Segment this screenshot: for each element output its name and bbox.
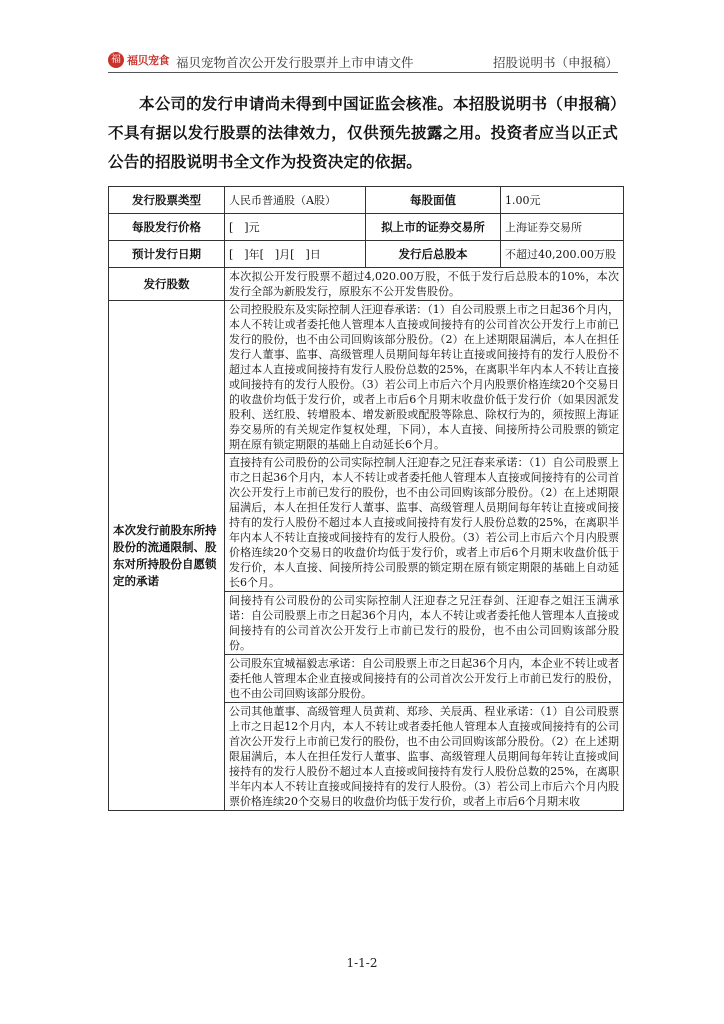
value-shares-issued: 本次拟公开发行股票不超过4,020.00万股，不低于发行后总股本的10%，本次发行全部为新股发行，原股东不公开发售股份。 [225,268,624,301]
risk-notice: 本公司的发行申请尚未得到中国证监会核准。本招股说明书（申报稿）不具有据以发行股票的法律效力，仅供预先披露之用。投资者应当以正式公告的招股说明书全文作为投资决定的依据。 [108,95,618,171]
logo-badge: 福 [108,52,124,68]
label-par-value: 每股面值 [366,187,501,214]
table-row [109,268,624,301]
table-row [109,241,624,268]
label-stock-type: 发行股票类型 [109,187,225,214]
lockup-direct-holder-commitment: 直接持有公司股份的公司实际控制人汪迎春之兄汪春来承诺：（1）自公司股票上市之日起36个月内，本人不转让或者委托他人管理本人直接或间接持有的公司首次公开发行上市前已发行的股份，也不由公司回购该部分股份。（2）在上述期限届满后，本人在担任发行人董事、监事、高级管理人员期间每年转让直接或间接持有的发行人股份不超过本人直接或间接持有发行人股份总数的25%，在离职半年内本人不转让直接或间接持有的发行人股份。（3）若公司上市后六个月内股票价格连续20个交易日的收盘价均低于发行价，或者上市后6个月期末收盘价低于发行价，本人直接、间接所持公司股票的锁定期在原有锁定期限的基础上自动延长6个月。 [225,454,624,592]
label-issue-price: 每股发行价格 [109,214,225,241]
page-header [108,50,618,72]
table-row [109,187,624,214]
logo-text: 福贝宠食 [127,54,169,67]
label-issue-date: 预计发行日期 [109,241,225,268]
label-exchange: 拟上市的证券交易所 [366,214,501,241]
value-stock-type: 人民币普通股（A股） [225,187,366,214]
value-par-value: 1.00元 [501,187,624,214]
company-logo [108,51,169,69]
value-exchange: 上海证券交易所 [501,214,624,241]
value-issue-date: [ ]年[ ]月[ ]日 [225,241,366,268]
header-title: 福贝宠物首次公开发行股票并上市申请文件 [176,55,414,70]
page-number: 1-1-2 [346,956,378,970]
lockup-directors-commitment: 公司其他董事、高级管理人员黄莉、郑珍、关辰禹、程业承诺：（1）自公司股票上市之日起12个月内，本人不转让或者委托他人管理本人直接或间接持有的公司首次公开发行上市前已发行的股份，也不由公司回购该部分股份。（2）在上述期限届满后，本人在担任发行人董事、监事、高级管理人员期间每年转让直接或间接持有的发行人股份不超过本人直接或间接持有发行人股份总数的25%，在离职半年内本人不转让直接或间接持有的发行人股份。（3）若公司上市后六个月内股票价格连续20个交易日的收盘价均低于发行价，或者上市后6个月期末收 [225,703,624,811]
lockup-indirect-holder-commitment: 间接持有公司股份的公司实际控制人汪迎春之兄汪春剑、汪迎春之姐汪玉满承诺：自公司股票上市之日起36个月内，本人不转让或者委托他人管理本人直接或间接持有的公司首次公开发行上市前已发行的股份，也不由公司回购该部分股份。 [225,592,624,655]
value-issue-price: [ ]元 [225,214,366,241]
value-total-shares: 不超过40,200.00万股 [501,241,624,268]
header-document-type: 招股说明书（申报稿） [492,55,618,70]
lockup-controller-commitment: 公司控股股东及实际控制人汪迎春承诺：（1）自公司股票上市之日起36个月内，本人不转让或者委托他人管理本人直接或间接持有的公司首次公开发行上市前已发行的股份，也不由公司回购该部分股份。（2）在上述期限届满后，本人在担任发行人董事、监事、高级管理人员期间每年转让直接或间接持有的发行人股份不超过本人直接或间接持有发行人股份总数的25%，在离职半年内本人不转让直接或间接持有的发行人股份。（3）若公司上市后六个月内股票价格连续20个交易日的收盘价均低于发行价，或者上市后6个月期末收盘价低于发行价（如果因派发股利、送红股、转增股本、增发新股或配股等除息、除权行为的，须按照上海证券交易所的有关规定作复权处理，下同），本人直接、间接所持公司股票的锁定期在原有锁定期限的基础上自动延长6个月。 [225,301,624,454]
table-row [109,301,624,454]
table-row [109,214,624,241]
label-total-shares: 发行后总股本 [366,241,501,268]
lockup-shareholder-entity-commitment: 公司股东宜城福毅志承诺：自公司股票上市之日起36个月内，本企业不转让或者委托他人管理本企业直接或间接持有的公司首次公开发行上市前已发行的股份，也不由公司回购该部分股份。 [225,655,624,703]
label-shares-issued: 发行股数 [109,268,225,301]
offering-summary-table [108,186,624,811]
label-lockup-commitments: 本次发行前股东所持股份的流通限制、股东对所持股份自愿锁定的承诺 [109,301,225,811]
header-divider [108,72,618,73]
